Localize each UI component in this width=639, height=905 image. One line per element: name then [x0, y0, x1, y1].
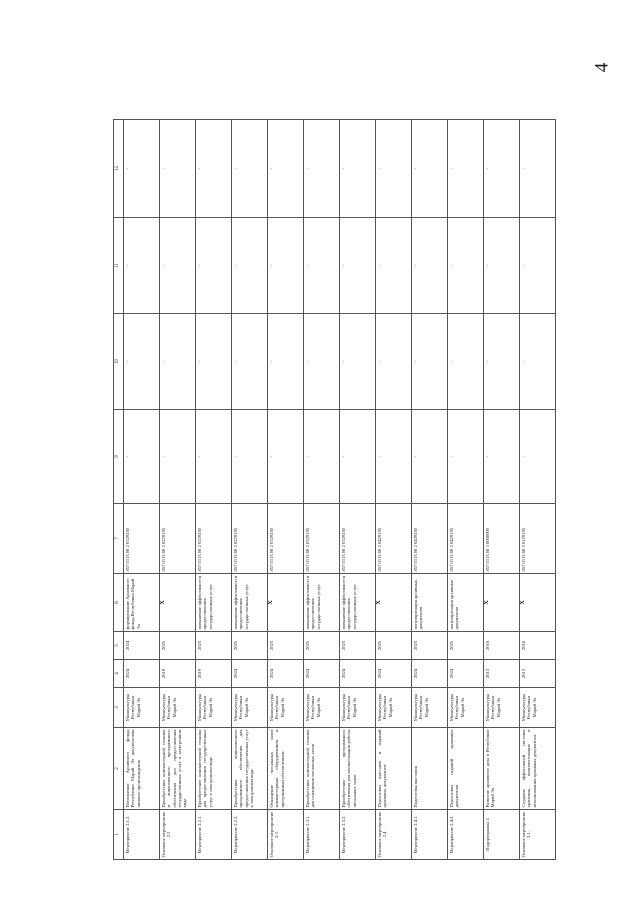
row-code-cell: Основное мероприятие 2.4	[376, 810, 412, 860]
executor-cell: Минкультуры Республики Марий Эл	[340, 688, 376, 728]
value-cell-10: -	[268, 314, 304, 410]
value-cell-10: -	[232, 314, 268, 410]
column-header: 4	[114, 660, 124, 688]
row-name-cell: Подготовка выставок и изданий архивных документов	[376, 728, 412, 810]
column-header: 9	[114, 410, 124, 504]
row-name-cell: Развитие архивного дела в Республике Марий Эл	[484, 728, 520, 810]
value-cell-12: -	[484, 120, 520, 218]
value-cell-10: -	[376, 314, 412, 410]
column-header: 5	[114, 632, 124, 660]
table-row	[484, 120, 520, 860]
start-year-cell: 2019	[160, 660, 196, 688]
start-year-cell: 2024	[448, 660, 484, 688]
row-name-cell: Приобретение программного обеспечения для автоматизации работы читальных залов	[340, 728, 376, 810]
result-cell: Х	[376, 574, 412, 632]
value-cell-9: -	[412, 410, 448, 504]
value-cell-10: -	[340, 314, 376, 410]
table-row	[448, 120, 484, 860]
budget-code-cell: 857 0113 08 2 0329130	[268, 504, 304, 574]
value-cell-12: -	[196, 120, 232, 218]
budget-code-cell: 857 0113 08 2 0329130	[340, 504, 376, 574]
start-year-cell: 2024	[340, 660, 376, 688]
executor-cell: Минкультуры Республики Марий Эл	[448, 688, 484, 728]
value-cell-9: -	[376, 410, 412, 504]
start-year-cell: 2013	[520, 660, 556, 688]
start-year-cell: 2019	[196, 660, 232, 688]
column-header: 2	[114, 728, 124, 810]
executor-cell: Минкультуры Республики Марий Эл	[376, 688, 412, 728]
budget-code-cell: 857 0113 08 2 0429130	[376, 504, 412, 574]
value-cell-12: -	[232, 120, 268, 218]
value-cell-11: -	[520, 218, 556, 314]
row-name-cell: Создание эффективной системы хранения, комплектования и использования архивных документов	[520, 728, 556, 810]
row-name-cell: Приобретение компьютерной техники для оснащения читальных залов	[304, 728, 340, 810]
value-cell-9: -	[232, 410, 268, 504]
row-code-cell: Мероприятие 2.4.2.	[448, 810, 484, 860]
result-cell: формирование Архивного фонда Республики Марий Эл	[124, 574, 160, 632]
row-code-cell: Подпрограмма 3	[484, 810, 520, 860]
value-cell-10: -	[520, 314, 556, 410]
value-cell-11: -	[124, 218, 160, 314]
executor-cell: Минкультуры Республики Марий Эл	[268, 688, 304, 728]
value-cell-12: -	[376, 120, 412, 218]
value-cell-9: -	[340, 410, 376, 504]
start-year-cell: 2024	[232, 660, 268, 688]
end-year-cell: 2016	[520, 632, 556, 660]
row-code-cell: Основное мероприятие 2.2	[160, 810, 196, 860]
result-cell: Х	[268, 574, 304, 632]
column-header: 7	[114, 504, 124, 574]
value-cell-9: -	[520, 410, 556, 504]
executor-cell: Минкультуры Республики Марий Эл	[412, 688, 448, 728]
row-name-cell: Пополнение Архивного фонда Республики Марий Эл документами личного происхождения	[124, 728, 160, 810]
table-row	[376, 120, 412, 860]
row-code-cell: Мероприятие 2.3.2.	[340, 810, 376, 860]
value-cell-11: -	[484, 218, 520, 314]
table-row	[304, 120, 340, 860]
budget-code-cell: 857 0113 08 2 0129130	[124, 504, 160, 574]
value-cell-12: -	[520, 120, 556, 218]
table-row	[124, 120, 160, 860]
end-year-cell: 2025	[412, 632, 448, 660]
column-header: 3	[114, 688, 124, 728]
end-year-cell: 2025	[340, 632, 376, 660]
result-cell: повышение эффективности предоставления государственных услуг	[304, 574, 340, 632]
executor-cell: Минкультуры Республики Марий Эл	[232, 688, 268, 728]
executor-cell: Минкультуры Республики Марий Эл	[196, 688, 232, 728]
page-number: 4	[591, 62, 613, 73]
value-cell-11: -	[160, 218, 196, 314]
executor-cell: Минкультуры Республики Марий Эл	[520, 688, 556, 728]
row-name-cell: Подготовка выставок	[412, 728, 448, 810]
executor-cell: Минкультуры Республики Марий Эл	[304, 688, 340, 728]
result-cell: популяризация архивных документов	[412, 574, 448, 632]
row-code-cell: Мероприятие 2.2.1.	[196, 810, 232, 860]
value-cell-10: -	[448, 314, 484, 410]
value-cell-12: -	[412, 120, 448, 218]
budget-code-cell: 857 0113 08 2 0429130	[412, 504, 448, 574]
column-header: 10	[114, 314, 124, 410]
value-cell-9: -	[268, 410, 304, 504]
value-cell-9: -	[160, 410, 196, 504]
budget-code-cell: 857 0113 08 3 0000000	[484, 504, 520, 574]
row-name-cell: Оснащение читальных залов компьютерным оборудованием и программным обеспечением	[268, 728, 304, 810]
value-cell-11: -	[340, 218, 376, 314]
result-cell: повышение эффективности предоставления государственных услуг	[232, 574, 268, 632]
start-year-cell: 2024	[304, 660, 340, 688]
table-row	[520, 120, 556, 860]
executor-cell: Минкультуры Республики Марий Эл	[484, 688, 520, 728]
budget-code-cell: 857 0113 08 2 0429130	[448, 504, 484, 574]
value-cell-11: -	[268, 218, 304, 314]
value-cell-9: -	[304, 410, 340, 504]
end-year-cell: 2024	[124, 632, 160, 660]
budget-code-cell: 857 0113 08 3 0129130	[520, 504, 556, 574]
budget-code-cell: 857 0113 08 2 0229130	[160, 504, 196, 574]
value-cell-12: -	[160, 120, 196, 218]
executor-cell: Минкультуры Республики Марий Эл	[124, 688, 160, 728]
table-row	[232, 120, 268, 860]
end-year-cell: 2025	[160, 632, 196, 660]
result-cell: Х	[484, 574, 520, 632]
value-cell-12: -	[268, 120, 304, 218]
value-cell-12: -	[340, 120, 376, 218]
row-name-cell: Подготовка изданий архивных документов	[448, 728, 484, 810]
value-cell-9: -	[124, 410, 160, 504]
executor-cell: Минкультуры Республики Марий Эл	[160, 688, 196, 728]
end-year-cell: 2025	[304, 632, 340, 660]
table-row	[160, 120, 196, 860]
start-year-cell: 2024	[124, 660, 160, 688]
end-year-cell: 2016	[484, 632, 520, 660]
value-cell-10: -	[304, 314, 340, 410]
table-row	[340, 120, 376, 860]
value-cell-10: -	[412, 314, 448, 410]
start-year-cell: 2013	[484, 660, 520, 688]
value-cell-10: -	[196, 314, 232, 410]
value-cell-11: -	[448, 218, 484, 314]
table-row	[268, 120, 304, 860]
value-cell-11: -	[304, 218, 340, 314]
value-cell-11: -	[232, 218, 268, 314]
value-cell-9: -	[484, 410, 520, 504]
table-row	[196, 120, 232, 860]
row-code-cell: Мероприятие 2.2.2.	[232, 810, 268, 860]
value-cell-10: -	[484, 314, 520, 410]
budget-code-cell: 857 0113 08 2 0229130	[196, 504, 232, 574]
budget-code-cell: 857 0113 08 2 0229130	[232, 504, 268, 574]
table-row	[412, 120, 448, 860]
result-cell: повышение эффективности предоставления государственных услуг	[196, 574, 232, 632]
row-code-cell: Мероприятие 2.4.1.	[412, 810, 448, 860]
value-cell-11: -	[376, 218, 412, 314]
value-cell-12: -	[124, 120, 160, 218]
value-cell-12: -	[304, 120, 340, 218]
result-cell: повышение эффективности предоставления государственных услуг	[340, 574, 376, 632]
value-cell-10: -	[160, 314, 196, 410]
value-cell-12: -	[448, 120, 484, 218]
end-year-cell: 2025	[196, 632, 232, 660]
row-name-cell: Приобретение компьютерной техники для предоставления государственных услуг в электронном виде	[196, 728, 232, 810]
result-cell: популяризация архивных документов	[448, 574, 484, 632]
row-name-cell: Приобретение компьютерной техники и лицензионного программного обеспечения для предоставления государственных услуг в электронном виде	[160, 728, 196, 810]
value-cell-11: -	[412, 218, 448, 314]
row-name-cell: Приобретение лицензионного программного обеспечения для предоставления государственных услуг в электронном виде	[232, 728, 268, 810]
row-code-cell: Основное мероприятие 2.3.	[268, 810, 304, 860]
start-year-cell: 2024	[376, 660, 412, 688]
row-code-cell: Мероприятие 2.1.2.	[124, 810, 160, 860]
value-cell-11: -	[196, 218, 232, 314]
rotated-table-wrapper	[113, 120, 599, 860]
value-cell-9: -	[196, 410, 232, 504]
column-header: 6	[114, 574, 124, 632]
value-cell-9: -	[448, 410, 484, 504]
start-year-cell: 2024	[268, 660, 304, 688]
end-year-cell: 2025	[448, 632, 484, 660]
start-year-cell: 2024	[412, 660, 448, 688]
result-cell: Х	[520, 574, 556, 632]
program-table	[113, 119, 556, 860]
end-year-cell: 2025	[268, 632, 304, 660]
budget-code-cell: 857 0113 08 2 0329130	[304, 504, 340, 574]
row-code-cell: Мероприятие 2.3.1.	[304, 810, 340, 860]
column-header: 1	[114, 810, 124, 860]
column-header: 11	[114, 218, 124, 314]
header-row	[114, 120, 124, 860]
row-code-cell: Основное мероприятие 3.1.	[520, 810, 556, 860]
value-cell-10: -	[124, 314, 160, 410]
column-header: 12	[114, 120, 124, 218]
end-year-cell: 2025	[232, 632, 268, 660]
result-cell: Х	[160, 574, 196, 632]
end-year-cell: 2025	[376, 632, 412, 660]
